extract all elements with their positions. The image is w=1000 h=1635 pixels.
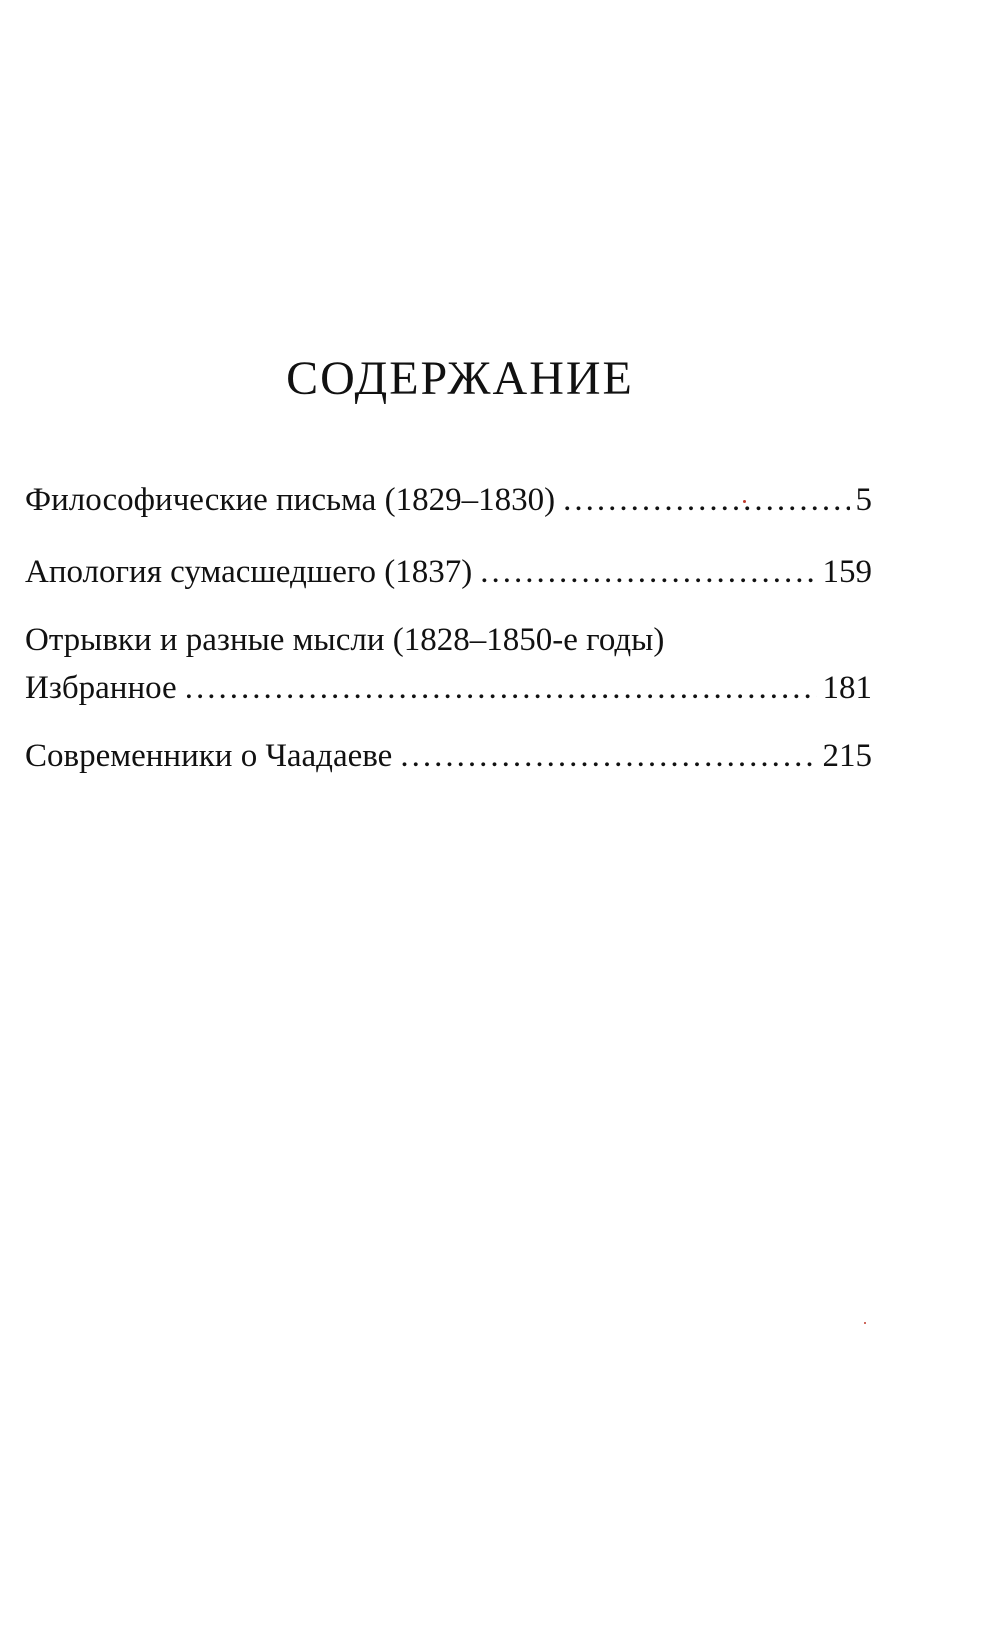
table-of-contents [25, 480, 872, 776]
toc-entry-title: Отрывки и разные мысли (1828–1850-е годы) [25, 622, 665, 658]
page-title: СОДЕРЖАНИЕ [286, 352, 634, 405]
toc-page-number: 181 [822, 670, 872, 706]
toc-page-number: 159 [822, 554, 872, 590]
toc-entry [25, 668, 872, 708]
toc-entry-heading-line [25, 620, 872, 660]
dot-leader [185, 668, 817, 708]
dot-leader [480, 552, 816, 592]
toc-entry [25, 736, 872, 776]
toc-page-number: 5 [855, 482, 872, 518]
dot-leader [563, 480, 849, 520]
ink-speck [743, 500, 746, 503]
toc-entry [25, 552, 872, 592]
ink-speck [864, 1322, 866, 1324]
toc-entry-title: Апология сумасшедшего (1837) [25, 554, 473, 590]
toc-entry-subtitle: Избранное [25, 670, 177, 706]
dot-leader [400, 736, 816, 776]
toc-entry-title: Современники о Чаадаеве [25, 738, 393, 774]
toc-entry-title: Философические письма (1829–1830) [25, 482, 556, 518]
toc-page-number: 215 [822, 738, 872, 774]
